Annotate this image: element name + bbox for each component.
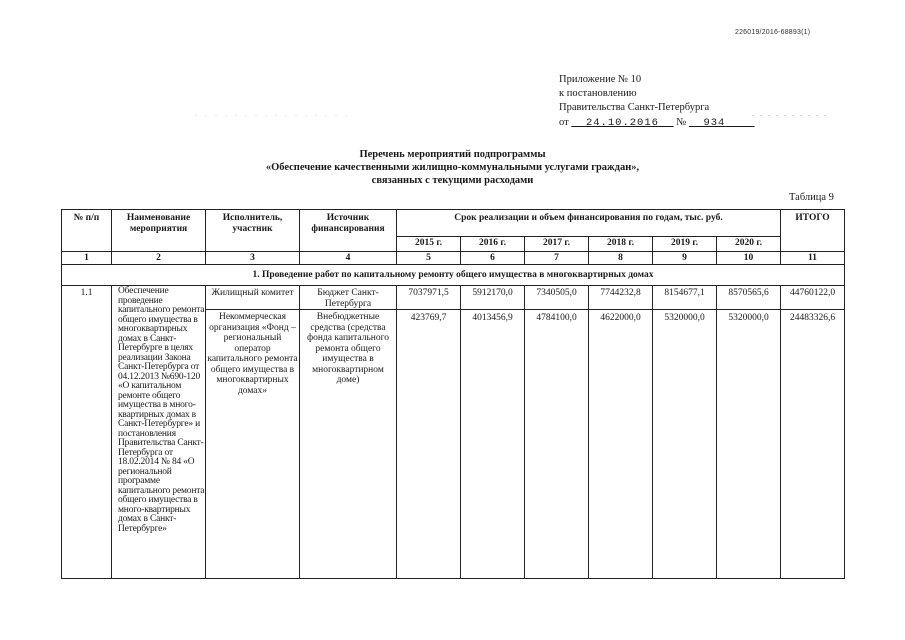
scan-dots-left: . . . . . . . . . . . . . . . . (195, 109, 350, 118)
row-name: Обеспечение проведение капитального ремонта общего имущества в многоквартирных домах в Санкт-Петербурге в целях реализации Закона Санкт-Петербурга от 04.12.2013 №690-120 «О капитальном ремонте общего имущества в много-квартирных домах в Санкт-Петербурге» и постановления Правительства Санкт-Петербурга от 18.02.2014 № 84 «О региональной программе капитального ремонта общего имущества в много-квартирных домах в Санкт-Петербурге» (112, 286, 206, 579)
value-cell: 8154677,1 (653, 286, 717, 310)
value-cell: 4784100,0 (525, 310, 589, 579)
value-cell: 7744232,8 (589, 286, 653, 310)
appendix-from-label: от (559, 117, 569, 128)
appendix-line3: Правительства Санкт-Петербурга (559, 102, 710, 113)
financing-table (61, 209, 845, 579)
scan-dots: . . . . . . . . . . (752, 109, 828, 118)
column-number: 1 (62, 252, 112, 265)
appendix-number: 934 (703, 117, 726, 129)
value-cell: 8570565,6 (717, 286, 781, 310)
header-name: Наименование мероприятия (112, 210, 206, 252)
header-year: 2019 г. (653, 237, 717, 252)
header-year: 2018 г. (589, 237, 653, 252)
row-source: Внебюджетные средства (средства фонда капитального ремонта общего имущества в многоквартирном доме) (300, 310, 397, 579)
section-title: 1. Проведение работ по капитальному ремонту общего имущества в многоквартирных домах (62, 265, 845, 286)
title-line1: Перечень мероприятий подпрограммы (359, 149, 546, 160)
appendix-number-label: № (676, 117, 687, 128)
row-num: 1.1 (62, 286, 112, 579)
column-number: 6 (461, 252, 525, 265)
value-cell: 423769,7 (397, 310, 461, 579)
appendix-date-line (559, 117, 755, 129)
header-executor: Исполнитель, участник (206, 210, 300, 252)
column-number: 11 (781, 252, 845, 265)
column-number: 5 (397, 252, 461, 265)
section-row (62, 265, 845, 286)
header-total: ИТОГО (781, 210, 845, 252)
column-number: 3 (206, 252, 300, 265)
header-year: 2016 г. (461, 237, 525, 252)
title-line3: связанных с текущими расходами (371, 175, 534, 186)
header-source: Источник финансирования (300, 210, 397, 252)
value-cell: 5320000,0 (653, 310, 717, 579)
column-numbers-row (62, 252, 845, 265)
header-row (62, 210, 845, 237)
value-cell: 7037971,5 (397, 286, 461, 310)
column-number: 8 (589, 252, 653, 265)
column-number: 7 (525, 252, 589, 265)
document-id: 226019/2016-68893(1) (735, 29, 811, 36)
column-number: 4 (300, 252, 397, 265)
column-number: 2 (112, 252, 206, 265)
value-cell: 5912170,0 (461, 286, 525, 310)
row-executor: Некоммерческая организация «Фонд – региональный оператор капитального ремонта общего имущества в многоквартирных домах» (206, 310, 300, 579)
row-source: Бюджет Санкт-Петербурга (300, 286, 397, 310)
table-row (62, 286, 845, 310)
column-number: 9 (653, 252, 717, 265)
header-year: 2015 г. (397, 237, 461, 252)
appendix-line2: к постановлению (559, 88, 637, 99)
value-cell: 4622000,0 (589, 310, 653, 579)
appendix-line1: Приложение № 10 (559, 74, 642, 85)
header-year: 2020 г. (717, 237, 781, 252)
total-cell: 44760122,0 (781, 286, 845, 310)
title-line2: «Обеспечение качественными жилищно-коммунальными услугами граждан», (265, 162, 640, 173)
total-cell: 24483326,6 (781, 310, 845, 579)
row-executor: Жилищный комитет (206, 286, 300, 310)
appendix-date: 24.10.2016 (585, 117, 659, 129)
column-number: 10 (717, 252, 781, 265)
value-cell: 5320000,0 (717, 310, 781, 579)
table-label: Таблица 9 (789, 192, 834, 203)
header-num: № п/п (62, 210, 112, 252)
value-cell: 7340505,0 (525, 286, 589, 310)
header-period: Срок реализации и объем финансирования по годам, тыс. руб. (397, 210, 781, 237)
value-cell: 4013456,9 (461, 310, 525, 579)
header-year: 2017 г. (525, 237, 589, 252)
